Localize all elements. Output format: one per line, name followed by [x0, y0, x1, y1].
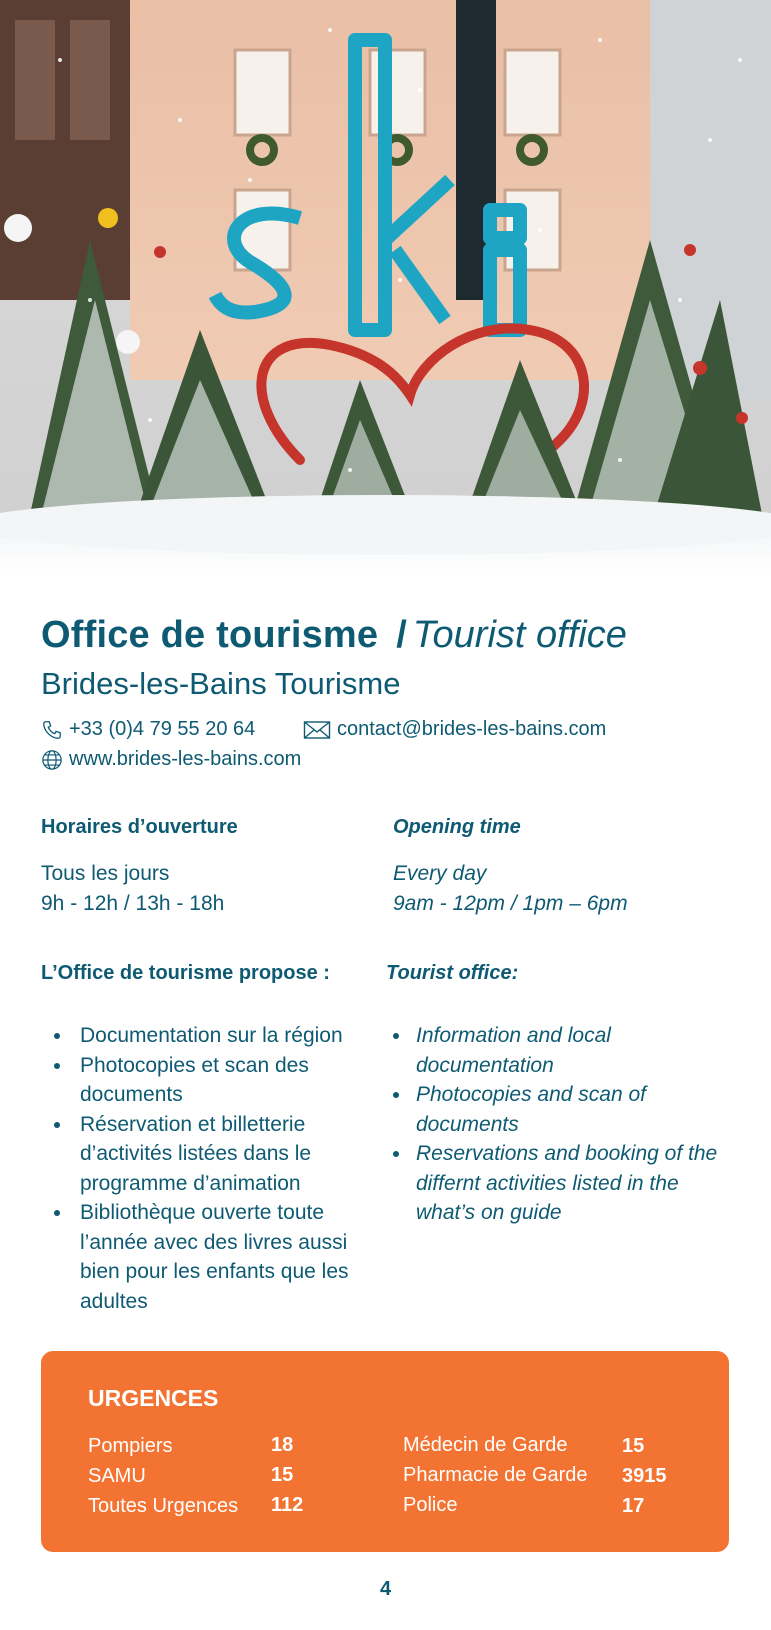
list-item: Reservations and booking of the differnt activities listed in the what’s on guide	[386, 1139, 721, 1228]
title-french: Office de tourisme	[41, 614, 379, 656]
hours-english	[393, 816, 723, 919]
services-heading-fr: L’Office de tourisme propose :	[41, 962, 330, 984]
page-number: 4	[379, 1578, 392, 1600]
website-url: www.brides-les-bains.com	[69, 748, 302, 770]
emergency-number: 15	[271, 1464, 294, 1486]
list-item: Information and local documentation	[386, 1021, 721, 1080]
list-item: Réservation et billetterie d’activités listées dans le programme d’animation	[41, 1110, 381, 1199]
page-subtitle: Brides-les-Bains Tourisme	[41, 666, 401, 701]
globe-icon	[41, 749, 63, 771]
hours-days-en: Every day	[393, 862, 487, 885]
phone-number: +33 (0)4 79 55 20 64	[69, 718, 256, 740]
hours-heading-fr: Horaires d’ouverture	[41, 816, 238, 838]
phone-icon	[41, 719, 63, 741]
hours-days-fr: Tous les jours	[41, 862, 170, 885]
services-french	[41, 962, 381, 1316]
title-english: Tourist office	[412, 614, 627, 656]
hours-french	[41, 816, 371, 919]
emergency-label: Police	[403, 1494, 458, 1516]
list-item: Photocopies et scan des documents	[41, 1051, 381, 1110]
list-item: Documentation sur la région	[41, 1021, 381, 1051]
hours-times-en: 9am - 12pm / 1pm – 6pm	[393, 892, 628, 915]
emergency-label: Médecin de Garde	[403, 1434, 568, 1456]
email-address: contact@brides-les-bains.com	[337, 718, 607, 740]
email-contact[interactable]	[303, 718, 606, 741]
emergency-number: 17	[622, 1495, 645, 1517]
emergency-number: 3915	[622, 1465, 667, 1487]
emergency-number: 15	[622, 1435, 645, 1457]
emergency-label: SAMU	[88, 1465, 146, 1487]
list-item: Photocopies and scan of documents	[386, 1080, 721, 1139]
services-list-fr	[41, 1021, 381, 1316]
hours-times-fr: 9h - 12h / 13h - 18h	[41, 892, 225, 915]
page-title	[41, 614, 627, 657]
emergency-label: Pompiers	[88, 1435, 173, 1457]
title-separator: /	[396, 614, 407, 656]
services-heading-en: Tourist office:	[386, 962, 519, 984]
list-item: Bibliothèque ouverte toute l’année avec des livres aussi bien pour les enfants que les adultes	[41, 1198, 381, 1316]
services-list-en	[386, 1021, 721, 1228]
hero-photo	[0, 0, 771, 578]
emergency-label: Pharmacie de Garde	[403, 1464, 588, 1486]
emergency-box	[41, 1351, 729, 1552]
emergency-number: 18	[271, 1434, 294, 1456]
phone-contact[interactable]	[41, 718, 255, 741]
website-contact[interactable]	[41, 748, 301, 771]
winter-scene-illustration	[0, 0, 771, 578]
services-english	[386, 962, 721, 1228]
mail-icon	[303, 719, 331, 741]
emergency-label: Toutes Urgences	[88, 1495, 239, 1517]
emergency-number: 112	[271, 1494, 304, 1516]
hours-heading-en: Opening time	[393, 816, 521, 838]
emergency-title: URGENCES	[88, 1385, 219, 1411]
